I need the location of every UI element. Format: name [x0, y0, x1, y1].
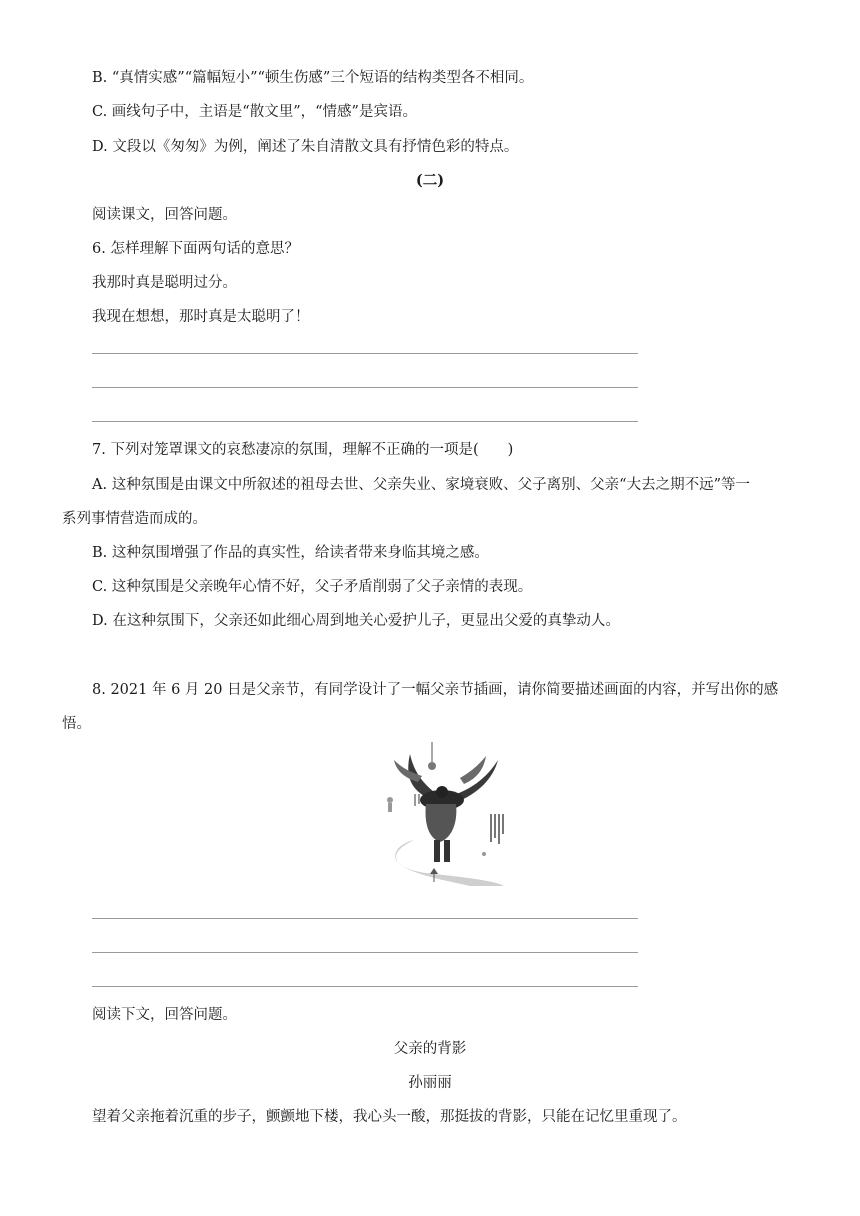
q7-option-b: B. 这种氛围增强了作品的真实性，给读者带来身临其境之感。: [92, 545, 489, 561]
passage-paragraph: 望着父亲拖着沉重的步子，颤颤地下楼，我心头一酸，那挺拔的背影，只能在记忆里重现了。: [92, 1109, 687, 1125]
q7-option-a: A. 这种氛围是由课文中所叙述的祖母去世、父亲失业、家境衰败、父子离别、父亲“大去之期不远”等一: [92, 477, 751, 493]
passage-title: 父亲的背影: [393, 1041, 467, 1057]
answer-line[interactable]: [92, 387, 638, 388]
q7-option-a-continued: 系列事情营造而成的。: [62, 511, 207, 527]
answer-line[interactable]: [92, 952, 638, 953]
q7-option-d: D. 在这种氛围下，父亲还如此细心周到地关心爱护儿子，更显出父爱的真挚动人。: [92, 613, 620, 629]
q6-sentence-2: 我现在想想，那时真是太聪明了！: [92, 309, 310, 325]
q7-stem: 7. 下列对笼罩课文的哀愁凄凉的氛围，理解不正确的一项是( ): [92, 442, 514, 458]
section-instruction: 阅读课文，回答问题。: [92, 207, 237, 223]
q7-option-c: C. 这种氛围是父亲晚年心情不好，父子矛盾削弱了父子亲情的表现。: [92, 579, 533, 595]
father-carrying-child-illustration: [374, 742, 506, 886]
answer-line[interactable]: [92, 918, 638, 919]
q5-option-d: D. 文段以《匆匆》为例，阐述了朱自清散文具有抒情色彩的特点。: [92, 139, 519, 155]
reading-instruction: 阅读下文，回答问题。: [92, 1007, 237, 1023]
q8-stem-continued: 悟。: [62, 716, 91, 732]
q6-sentence-1: 我那时真是聪明过分。: [92, 275, 237, 291]
answer-line[interactable]: [92, 421, 638, 422]
section-heading: (二): [415, 172, 445, 189]
passage-author: 孙丽丽: [408, 1075, 452, 1091]
q5-option-c: C. 画线句子中，主语是“散文里”，“情感”是宾语。: [92, 104, 417, 120]
answer-line[interactable]: [92, 986, 638, 987]
q5-option-b: B. “真情实感”“篇幅短小”“顿生伤感”三个短语的结构类型各不相同。: [92, 70, 534, 86]
q8-stem: 8. 2021 年 6 月 20 日是父亲节，有同学设计了一幅父亲节插画，请你简要描述画面的内容，并写出你的感: [92, 682, 779, 698]
q6-stem: 6. 怎样理解下面两句话的意思？: [92, 241, 299, 257]
answer-line[interactable]: [92, 353, 638, 354]
